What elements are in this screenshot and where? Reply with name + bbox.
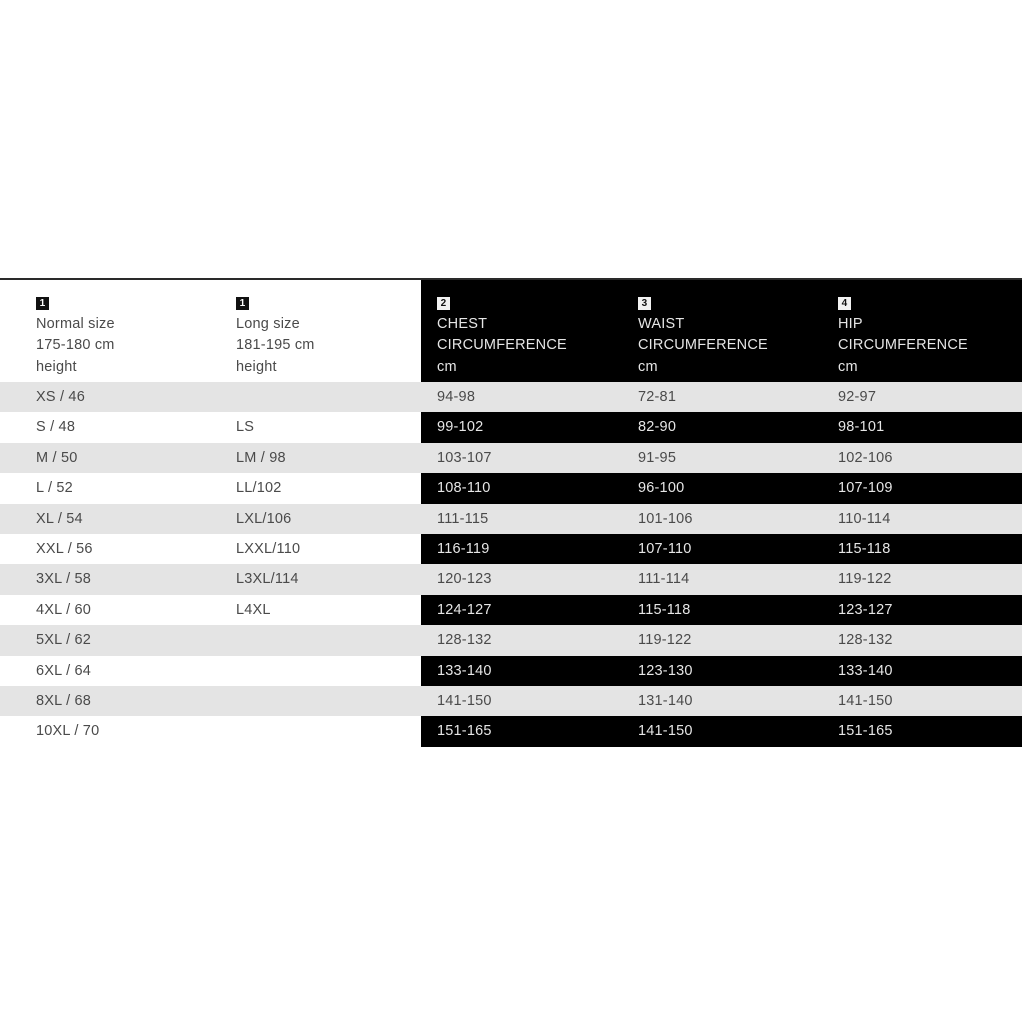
cell-long-size — [200, 716, 421, 746]
cell-hip: 110-114 — [838, 510, 891, 527]
cell-waist: 82-90 — [622, 412, 822, 442]
table-body — [0, 382, 1022, 747]
cell-waist: 119-122 — [638, 632, 692, 649]
header-label: Long size — [236, 315, 300, 332]
cell-chest: 111-115 — [437, 510, 489, 527]
cell-normal-size: 4XL / 60 — [36, 601, 92, 618]
header-waist — [622, 280, 822, 382]
cell-normal-size: 10XL / 70 — [36, 723, 100, 740]
number-badge: 4 — [838, 297, 851, 310]
table-row — [0, 716, 1022, 746]
cell-normal-size: XXL / 56 — [36, 540, 93, 557]
header-unit: height — [236, 358, 277, 375]
cell-chest: 133-140 — [421, 656, 622, 686]
header-label: CIRCUMFERENCE — [437, 337, 567, 353]
table-row — [0, 564, 1022, 594]
cell-hip: 92-97 — [838, 389, 877, 405]
cell-hip: 115-118 — [822, 534, 1022, 564]
cell-chest: 108-110 — [421, 473, 622, 503]
cell-hip: 123-127 — [822, 595, 1022, 625]
table-row — [0, 412, 1022, 442]
header-unit: cm — [838, 358, 858, 375]
cell-chest: 120-123 — [437, 571, 492, 588]
table-row — [0, 504, 1022, 534]
cell-long-size: LXXL/110 — [236, 540, 301, 557]
cell-chest: 124-127 — [421, 595, 622, 625]
cell-chest: 128-132 — [437, 632, 492, 649]
table-row — [0, 443, 1022, 473]
cell-long-size: L3XL/114 — [236, 571, 299, 588]
table-row — [0, 686, 1022, 716]
cell-hip: 102-106 — [838, 449, 893, 466]
table-row — [0, 595, 1022, 625]
header-range: 175-180 cm — [36, 337, 115, 353]
cell-waist: 115-118 — [622, 595, 822, 625]
header-chest — [421, 280, 622, 382]
cell-normal-size: S / 48 — [36, 419, 76, 436]
header-range: 181-195 cm — [236, 337, 315, 353]
cell-normal-size: 8XL / 68 — [36, 692, 92, 709]
cell-waist: 91-95 — [638, 449, 677, 466]
cell-hip: 133-140 — [822, 656, 1022, 686]
cell-waist: 123-130 — [622, 656, 822, 686]
cell-normal-size: 5XL / 62 — [36, 632, 92, 649]
header-unit: cm — [638, 358, 658, 375]
number-badge: 1 — [236, 297, 249, 310]
cell-hip: 141-150 — [838, 692, 893, 709]
table-header — [0, 280, 1022, 382]
cell-normal-size: L / 52 — [36, 480, 73, 497]
cell-long-size: LXL/106 — [236, 510, 292, 527]
header-normal-size — [0, 280, 200, 382]
cell-chest: 151-165 — [421, 716, 622, 746]
cell-chest: 141-150 — [437, 692, 492, 709]
cell-long-size — [200, 625, 421, 655]
cell-normal-size: XS / 46 — [36, 389, 85, 405]
table-row — [0, 656, 1022, 686]
header-long-size — [200, 280, 421, 382]
cell-long-size: LS — [236, 419, 255, 436]
cell-hip: 128-132 — [838, 632, 893, 649]
cell-long-size — [200, 382, 421, 412]
table-row — [0, 473, 1022, 503]
header-label: WAIST — [638, 315, 685, 332]
cell-normal-size: 3XL / 58 — [36, 571, 92, 588]
cell-normal-size: XL / 54 — [36, 510, 83, 527]
cell-hip: 119-122 — [838, 571, 892, 588]
cell-long-size: L4XL — [236, 601, 271, 618]
header-label: CIRCUMFERENCE — [838, 337, 968, 353]
cell-long-size — [200, 686, 421, 716]
table-row — [0, 534, 1022, 564]
cell-long-size: LM / 98 — [236, 449, 286, 466]
cell-waist: 96-100 — [622, 473, 822, 503]
cell-waist: 72-81 — [638, 389, 677, 405]
header-label: Normal size — [36, 315, 115, 332]
header-hip — [822, 280, 1022, 382]
cell-chest: 103-107 — [437, 449, 492, 466]
header-unit: height — [36, 358, 77, 375]
table-row — [0, 382, 1022, 412]
cell-waist: 101-106 — [638, 510, 693, 527]
cell-waist: 141-150 — [622, 716, 822, 746]
cell-normal-size: M / 50 — [36, 449, 78, 466]
cell-hip: 107-109 — [822, 473, 1022, 503]
header-unit: cm — [437, 358, 457, 375]
number-badge: 3 — [638, 297, 651, 310]
number-badge: 1 — [36, 297, 49, 310]
cell-waist: 111-114 — [638, 571, 690, 588]
cell-normal-size: 6XL / 64 — [36, 662, 92, 679]
cell-hip: 151-165 — [822, 716, 1022, 746]
header-label: HIP — [838, 315, 863, 332]
size-chart-table — [0, 278, 1022, 747]
cell-chest: 94-98 — [437, 389, 476, 405]
cell-chest: 99-102 — [421, 412, 622, 442]
cell-waist: 107-110 — [622, 534, 822, 564]
header-label: CHEST — [437, 315, 488, 332]
cell-long-size: LL/102 — [236, 480, 282, 497]
cell-waist: 131-140 — [638, 692, 693, 709]
cell-long-size — [200, 656, 421, 686]
cell-hip: 98-101 — [822, 412, 1022, 442]
number-badge: 2 — [437, 297, 450, 310]
table-row — [0, 625, 1022, 655]
header-label: CIRCUMFERENCE — [638, 337, 768, 353]
cell-chest: 116-119 — [421, 534, 622, 564]
